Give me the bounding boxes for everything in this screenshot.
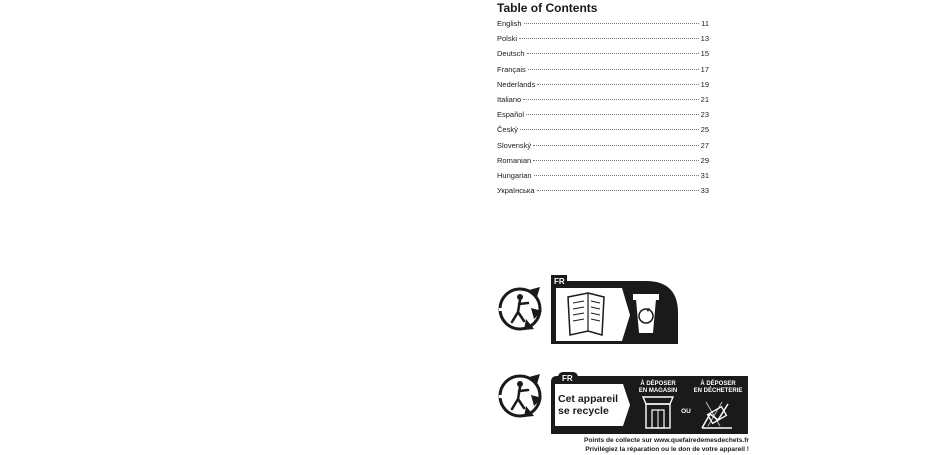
- toc-leader: [534, 175, 699, 176]
- toc-entry[interactable]: [497, 95, 709, 110]
- toc-leader: [519, 38, 699, 39]
- info-tri-panel: [551, 372, 748, 434]
- toc-entry[interactable]: [497, 80, 709, 95]
- toc-entry[interactable]: [497, 49, 709, 64]
- toc-page-number: 33: [700, 186, 709, 196]
- dump-label-1: À DÉPOSER: [700, 381, 736, 387]
- toc-page-number: 13: [700, 34, 709, 44]
- toc-page-number: 15: [700, 49, 709, 59]
- headline-line-1: Cet appareil: [558, 393, 619, 405]
- toc-page-number: 23: [700, 110, 709, 120]
- toc-language: Español: [497, 110, 525, 120]
- toc-leader: [537, 190, 699, 191]
- toc-language: Romanian: [497, 155, 532, 165]
- toc-entry[interactable]: [497, 125, 709, 140]
- toc-entry[interactable]: [497, 156, 709, 171]
- toc-language: Polski: [497, 34, 518, 44]
- toc-leader: [520, 129, 699, 130]
- toc-entry[interactable]: [497, 186, 709, 201]
- toc-entry[interactable]: [497, 19, 709, 34]
- toc-entry[interactable]: [497, 141, 709, 156]
- toc-language: Nederlands: [497, 79, 536, 89]
- toc-leader: [537, 84, 698, 85]
- dump-label-2: EN DÉCHETERIE: [693, 388, 743, 394]
- collection-points-text: Points de collecte sur www.quefairedemesdechets.fr: [583, 437, 749, 444]
- store-label-1: À DÉPOSER: [640, 381, 676, 387]
- info-tri-panel: [551, 275, 678, 344]
- toc-entry[interactable]: [497, 171, 709, 186]
- toc-page-number: 17: [700, 64, 709, 74]
- toc-list: [497, 19, 709, 201]
- toc-language: Deutsch: [497, 49, 525, 59]
- toc-leader: [533, 160, 698, 161]
- toc-language: Italiano: [497, 94, 522, 104]
- toc-entry[interactable]: [497, 110, 709, 125]
- triman-icon: [499, 287, 542, 330]
- triman-appliance-logo: [496, 372, 750, 455]
- toc-page-number: 19: [700, 79, 709, 89]
- triman-icon: [499, 374, 542, 417]
- toc-language: Hungarian: [497, 170, 532, 180]
- toc-page-number: 25: [700, 125, 709, 135]
- toc-language: Français: [497, 64, 526, 74]
- toc-language: English: [497, 19, 522, 28]
- toc-leader: [528, 69, 699, 70]
- country-badge: FR: [554, 277, 565, 286]
- repair-donation-text: Privilégiez la réparation ou le don de votre appareil !: [585, 446, 749, 453]
- triman-packaging-logo: [496, 275, 680, 345]
- toc-page-number: 27: [700, 140, 709, 150]
- toc-leader: [524, 23, 699, 24]
- toc-leader: [533, 145, 698, 146]
- toc-leader: [526, 114, 699, 115]
- toc-entry[interactable]: [497, 34, 709, 49]
- toc-leader: [527, 53, 699, 54]
- toc-language: Český: [497, 125, 518, 135]
- or-label: OU: [681, 408, 691, 415]
- toc-entry[interactable]: [497, 65, 709, 80]
- toc-leader: [523, 99, 698, 100]
- toc-language: Українська: [497, 186, 535, 196]
- toc-title: Table of Contents: [497, 1, 598, 15]
- toc-language: Slovenský: [497, 140, 532, 150]
- toc-page-number: 29: [700, 155, 709, 165]
- toc-page-number: 31: [700, 170, 709, 180]
- headline-line-2: se recycle: [558, 405, 609, 417]
- toc-page-number: 21: [700, 94, 709, 104]
- store-label-2: EN MAGASIN: [638, 388, 678, 394]
- toc-page-number: 11: [701, 19, 709, 28]
- country-badge: FR: [562, 374, 573, 383]
